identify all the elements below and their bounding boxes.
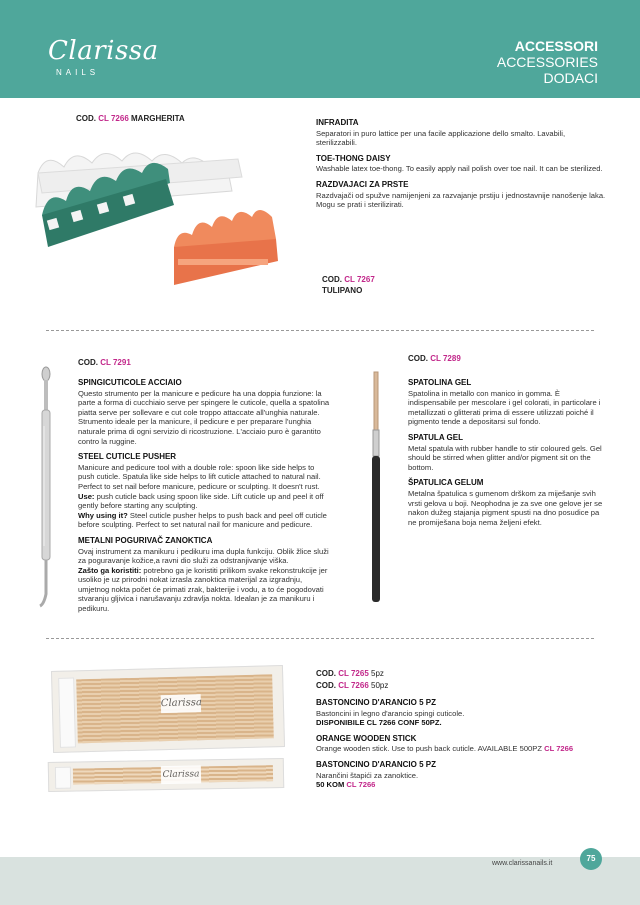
spatula-text-it: Spatolina in metallo con manico in gomma. È indispensabile per mescolare i gel colorati, in particolare i metallizzati o glitterati prima di essere utilizzati poiché il pigmento tende a depositarsi sul fondo.	[408, 388, 601, 427]
pack-brand-label-small: Clarissa	[161, 765, 201, 784]
title-croatian: DODACI	[543, 70, 598, 86]
sticks-text-it: Bastoncini in legno d'arancio spingi cuticole.	[316, 708, 465, 718]
product-code-tulipano: COD. CL 7267 TULIPANO	[322, 275, 375, 295]
cuticle-pusher-image	[34, 366, 58, 610]
sticks-code-hr: CL 7266	[346, 780, 376, 790]
sticks-description	[316, 698, 606, 796]
website-link[interactable]: www.clarissanails.it	[492, 860, 553, 867]
pusher-title-hr: METALNI POGURIVAČ ZANOKTICA	[78, 535, 213, 545]
pusher-description	[78, 378, 330, 620]
sticks-qty-hr: 50 KOM	[316, 780, 345, 790]
pusher-text-en: Manicure and pedicure tool with a double role: spoon like side helps to push cuticle. Spatula like side helps to lift cuticle attached to natural nail. Perfect to set nail before manicure, pedicure or sculpting. It doesn't rust.	[78, 462, 321, 491]
spatula-title-hr: ŠPATULICA GELUM	[408, 478, 484, 488]
product-code-pusher: COD. CL 7291	[78, 358, 131, 367]
desc-title-it: INFRADITA	[316, 118, 359, 127]
toe-separators-image	[28, 145, 304, 295]
section-titles	[497, 38, 598, 86]
sticks-text-hr: Narančini štapići za zanoktice.	[316, 770, 419, 780]
page-number: 75	[580, 848, 602, 870]
spatula-title-en: SPATULA GEL	[408, 432, 463, 442]
desc-title-en: TOE-THONG DAISY	[316, 153, 391, 163]
spatula-text-en: Metal spatula with rubber handle to stir coloured gels. Gel should be stirred when glitter and/or pigment sit on the bottom.	[408, 443, 602, 472]
spatula-title-it: SPATOLINA GEL	[408, 378, 472, 387]
pusher-title-en: STEEL CUTICLE PUSHER	[78, 452, 177, 462]
pusher-why-text-hr: potrebno ga je koristiti prilikom svake rekonstrukcije jer usoliko je uz prirodni nokat izrasla zanoktica materijal za izgradnju, umjetnog nokta počet će primati zrak, bakterije i vodu, a to će pogodovati stvaranju gljivica i narušavanju zdravlja nokta. Idealan je za manikuru i pedikuru.	[78, 565, 328, 614]
desc-text-it: Separatori in puro lattice per una facile applicazione dello smalto. Lavabili, sterilizzabili.	[316, 128, 566, 148]
spatula-description	[408, 378, 604, 533]
orange-sticks-pack-small	[48, 758, 284, 792]
sticks-title-hr: BASTONCINO D'ARANCIO 5 PZ	[316, 759, 436, 769]
toe-separator-description	[316, 118, 606, 216]
brand-logo-sub: NAILS	[56, 68, 100, 77]
sticks-title-it: BASTONCINO D'ARANCIO 5 PZ	[316, 698, 436, 707]
orange-sticks-pack-large	[51, 665, 285, 753]
sticks-code-en: CL 7266	[544, 744, 574, 754]
section-divider	[46, 638, 594, 639]
desc-text-en: Washable latex toe-thong. To easily apply nail polish over toe nail. It can be sterilized.	[316, 164, 603, 174]
sticks-title-en: ORANGE WOODEN STICK	[316, 733, 417, 743]
desc-title-hr: RAZDVAJACI ZA PRSTE	[316, 179, 409, 189]
pusher-text-hr: Ovaj instrument za manikuru i pedikuru ima dupla funkciju. Oblik žlice služi za poguravanje kožice,a ravni dio služi za odstranjivanje viška.	[78, 546, 329, 566]
pusher-title-it: SPINGICUTICOLE ACCIAIO	[78, 378, 182, 387]
pusher-why-label: Why using it?	[78, 510, 128, 520]
product-codes-sticks: COD. CL 7265 5pz COD. CL 7266 50pz	[316, 669, 389, 690]
product-code-spatula: COD. CL 7289	[408, 354, 461, 363]
gel-spatula-image	[366, 370, 386, 606]
brand-logo: Clarissa	[48, 36, 159, 66]
orange-separator	[174, 210, 278, 285]
pack-brand-label: Clarissa	[161, 694, 201, 713]
title-italian: ACCESSORI	[514, 38, 598, 54]
pusher-text-it: Questo strumento per la manicure e pedicure ha una doppia funzione: la parte a forma di cucchiaio serve per spingere le cuticole, quella a spatolina piatta serve per sollevare e cut cole troppo attaccate all'unghia naturale. Strumento ideale per la manicure, il pedicure e per preparare l'unghia naturale prima di ogni servizio di ricostruzione. L'acciaio puro è garantito contro la ruggine.	[78, 388, 330, 446]
pusher-use-text: push cuticle back using spoon like side. Lift cuticle up and peel it off gently before starting any sculpting.	[78, 491, 324, 511]
sticks-avail-it: DISPONIBILE CL 7266 CONF 50PZ.	[316, 718, 442, 728]
sticks-text-en: Orange wooden stick. Use to push back cuticle. AVAILABLE 500PZ	[316, 744, 542, 754]
section-divider	[46, 330, 594, 331]
spatula-text-hr: Metalna špatulica s gumenom drškom za miješanje svih vrsti gelova u boji. Neophodna je za sve one gelove jer se nakon dužeg stajanja pigment spusti na dno posudice pa ne promiješana boja nema željeni efekt.	[408, 488, 603, 527]
pusher-use-label: Use:	[78, 491, 95, 501]
product-code-margherita: COD. CL 7266 MARGHERITA	[76, 114, 185, 123]
desc-text-hr: Razdvajači od spužve namijenjeni za razvajanje prstiju i jednostavnije nanošenje laka. Mogu se prati i sterilizirati.	[316, 190, 606, 210]
title-english: ACCESSORIES	[496, 54, 598, 70]
pusher-why-text: Steel cuticle pusher helps to push back and peel off cuticle before sculpting. Perfect to set natural nail for manicure and pedicure.	[78, 510, 327, 530]
pusher-why-label-hr: Zašto ga koristiti:	[78, 565, 142, 575]
